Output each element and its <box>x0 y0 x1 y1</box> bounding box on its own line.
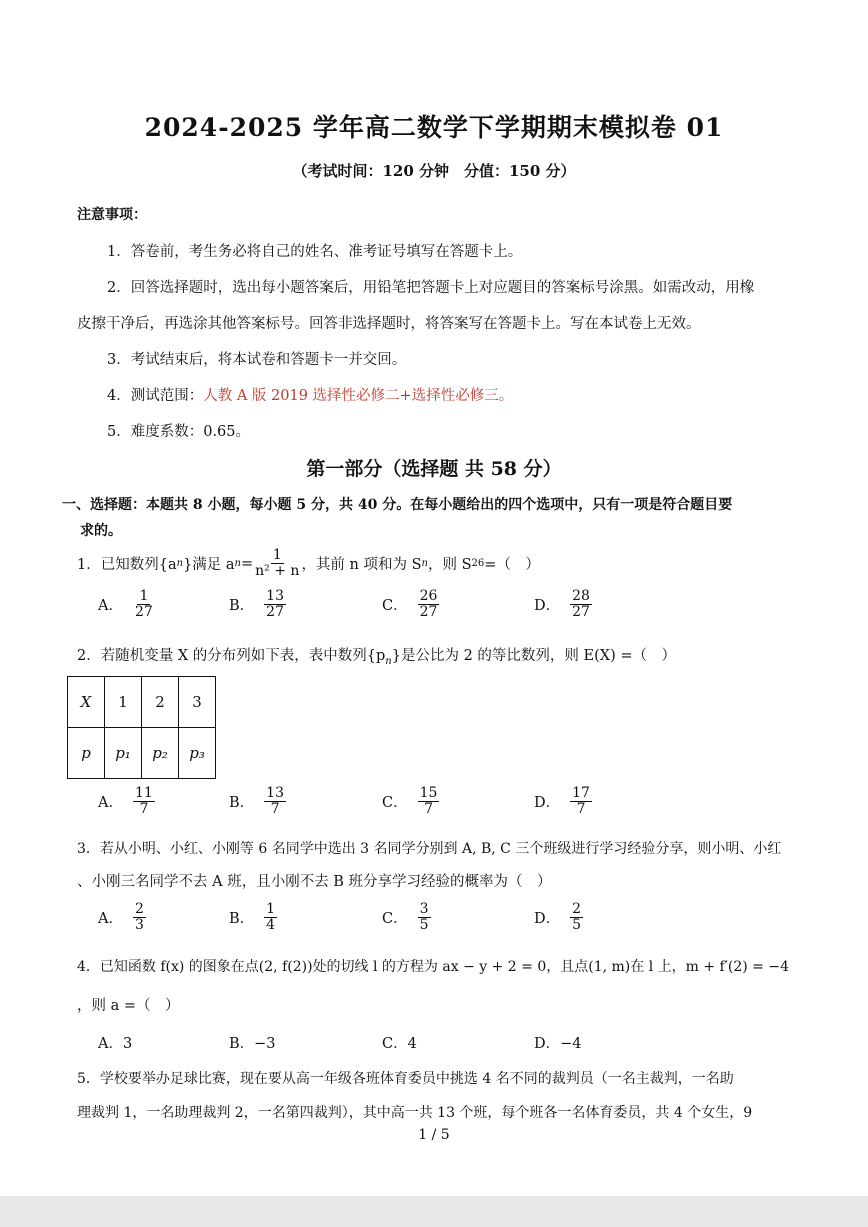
option-label: D． <box>534 598 561 615</box>
option-den: 7 <box>424 801 433 818</box>
q1-text-b: }满足 a <box>183 557 235 574</box>
option-fraction <box>264 786 286 818</box>
option-fraction <box>570 902 583 934</box>
question-3-line-1: 3．若从小明、小红、小刚等 6 名同学中选出 3 名同学分别到 A, B, C 三个班级进行学习经验分享，则小明、小红 <box>77 841 782 857</box>
option-num: 13 <box>266 588 284 604</box>
notice-heading: 注意事项： <box>77 207 147 223</box>
question-3-line-2: 、小刚三名同学不去 A 班，且小刚不去 B 班分享学习经验的概率为（ ） <box>77 874 552 890</box>
option-label: B． <box>229 795 255 812</box>
option-num: 26 <box>419 588 438 604</box>
option-label: C． <box>382 795 408 812</box>
section-title: 第一部分（选择题 共 58 分） <box>306 458 562 480</box>
q1-text-d: ，其前 n 项和为 S <box>301 557 422 574</box>
table-cell: 3 <box>179 677 216 728</box>
notice-item-4-label: 4．测试范围： <box>107 388 204 404</box>
test-range-text: 人教 A 版 2019 选择性必修二+选择性必修三。 <box>203 388 514 404</box>
table-cell: 1 <box>105 677 142 728</box>
option-fraction <box>570 589 592 621</box>
option-num: 2 <box>134 901 144 917</box>
option-num: 15 <box>419 785 438 801</box>
option-den: 27 <box>419 604 438 621</box>
q4-option-d[interactable]: D．−4 <box>534 1036 582 1052</box>
option-label: A． <box>98 795 123 812</box>
option-fraction <box>570 786 592 818</box>
q3-option-b[interactable] <box>229 902 277 934</box>
table-row <box>68 677 216 728</box>
table-cell: p₂ <box>142 728 179 779</box>
table-cell: 2 <box>142 677 179 728</box>
q1-text-e: ，则 S <box>428 557 472 574</box>
q1-option-c[interactable] <box>382 589 439 621</box>
option-num: 2 <box>572 901 582 917</box>
option-num: 3 <box>419 901 429 917</box>
option-label: D． <box>534 911 561 928</box>
option-den: 7 <box>139 801 149 818</box>
option-den: 5 <box>419 917 429 934</box>
option-label: D． <box>534 795 561 812</box>
table-cell: p₁ <box>105 728 142 779</box>
table-cell: p <box>68 728 105 779</box>
q2-option-b[interactable] <box>229 786 286 818</box>
option-fraction <box>418 589 440 621</box>
question-5-line-1: 5．学校要举办足球比赛，现在要从高一年级各班体育委员中挑选 4 名不同的裁判员（一名主裁判，一名助 <box>77 1071 734 1087</box>
option-num: 28 <box>572 588 590 604</box>
section-intro-line-2: 求的。 <box>80 523 122 539</box>
q1-frac-num: 1 <box>272 547 282 563</box>
q1-sub-26: 26 <box>471 558 485 570</box>
section-intro-line-1: 一、选择题：本题共 8 小题，每小题 5 分，共 40 分。在每小题给出的四个选项中，只有一项是符合题目要 <box>62 497 733 513</box>
option-label: C． <box>382 598 408 615</box>
option-num: 17 <box>572 785 590 801</box>
option-den: 27 <box>572 604 590 621</box>
option-fraction <box>418 786 440 818</box>
notice-item-1: 1．答卷前，考生务必将自己的姓名、准考证号填写在答题卡上。 <box>107 244 523 260</box>
q1-text-a: 1．已知数列{a <box>77 557 177 574</box>
option-label: C． <box>382 911 408 928</box>
table-cell: X <box>68 677 105 728</box>
q1-text-c: = <box>241 555 254 572</box>
option-den: 3 <box>134 917 144 934</box>
option-num: 13 <box>266 785 284 801</box>
question-2: 2．若随机变量 X 的分布列如下表，表中数列$\{p_n\}$是公比为 2 的等比数列，则 E(X) =（ ） <box>77 648 676 667</box>
question-4-line-1: 4．已知函数 f(x) 的图象在点(2, f(2))处的切线 l 的方程为 ax − y + 2 = 0，且点(1, m)在 l 上，m + f′(2) = −4 <box>77 959 789 975</box>
question-5-line-2: 理裁判 1，一名助理裁判 2，一名第四裁判），其中高一共 13 个班，每个班各一名体育委员，共 4 个女生，9 <box>77 1105 753 1121</box>
q4-option-a[interactable]: A．3 <box>98 1036 133 1052</box>
option-label: A． <box>98 598 123 615</box>
q1-option-a[interactable] <box>98 589 155 621</box>
option-den: 27 <box>266 604 284 621</box>
table-row <box>68 728 216 779</box>
notice-item-2: 2．回答选择题时，选出每小题答案后，用铅笔把答题卡上对应题目的答案标号涂黑。如需改动，用橡 <box>107 280 755 296</box>
option-den: 27 <box>134 604 153 621</box>
q3-option-a[interactable] <box>98 902 146 934</box>
notice-item-3: 3．考试结束后，将本试卷和答题卡一并交回。 <box>107 352 407 368</box>
option-label: B． <box>229 598 255 615</box>
q4-option-b[interactable]: B．−3 <box>229 1036 276 1052</box>
q2-option-a[interactable] <box>98 786 155 818</box>
q2-option-d[interactable] <box>534 786 592 818</box>
option-num: 1 <box>139 588 149 604</box>
option-den: 7 <box>270 801 280 818</box>
q4-option-c[interactable]: C．4 <box>382 1036 417 1052</box>
q2-text-b: }是公比为 2 的等比数列，则 E(X) =（ ） <box>391 648 676 664</box>
page-bottom-edge <box>0 1196 868 1227</box>
option-fraction <box>133 589 155 621</box>
option-num: 1 <box>266 901 276 917</box>
q3-option-c[interactable] <box>382 902 431 934</box>
option-fraction <box>133 786 155 818</box>
option-label: B． <box>229 911 255 928</box>
q1-fraction <box>253 548 301 580</box>
q1-option-b[interactable] <box>229 589 286 621</box>
exam-title: 2024-2025 学年高二数学下学期期末模拟卷 01 <box>144 113 724 142</box>
notice-item-5: 5．难度系数：0.65。 <box>107 424 251 440</box>
option-den: 5 <box>572 917 582 934</box>
question-4-line-2: ，则 a =（ ） <box>77 998 180 1014</box>
q1-frac-den: n² + n <box>255 563 300 580</box>
distribution-table <box>67 676 216 779</box>
option-fraction <box>264 589 286 621</box>
notice-item-4 <box>107 384 513 405</box>
option-fraction <box>133 902 146 934</box>
q1-text-f: =（ ） <box>484 557 540 574</box>
exam-subtitle: （考试时间：120 分钟 分值：150 分） <box>292 162 576 180</box>
q1-option-d[interactable] <box>534 589 592 621</box>
question-1: 1．已知数列{a n }满足 a n = $\frac{1}{\text{n² + n}}$ ，其前 n 项和为 S n ，则 S 26 =（ ） <box>77 547 540 580</box>
option-den: 7 <box>576 801 586 818</box>
option-label: A． <box>98 911 123 928</box>
notice-item-2-cont: 皮擦干净后，再选涂其他答案标号。回答非选择题时，将答案写在答题卡上。写在本试卷上无效。 <box>77 316 701 332</box>
option-den: 4 <box>266 917 276 934</box>
q3-option-d[interactable] <box>534 902 583 934</box>
table-cell: p₃ <box>179 728 216 779</box>
option-fraction <box>264 902 277 934</box>
q2-text-a: 2．若随机变量 X 的分布列如下表，表中数列{p <box>77 648 386 664</box>
page-number: 1 / 5 <box>418 1127 450 1143</box>
option-num: 11 <box>134 785 153 801</box>
option-fraction <box>418 902 431 934</box>
q2-option-c[interactable] <box>382 786 439 818</box>
